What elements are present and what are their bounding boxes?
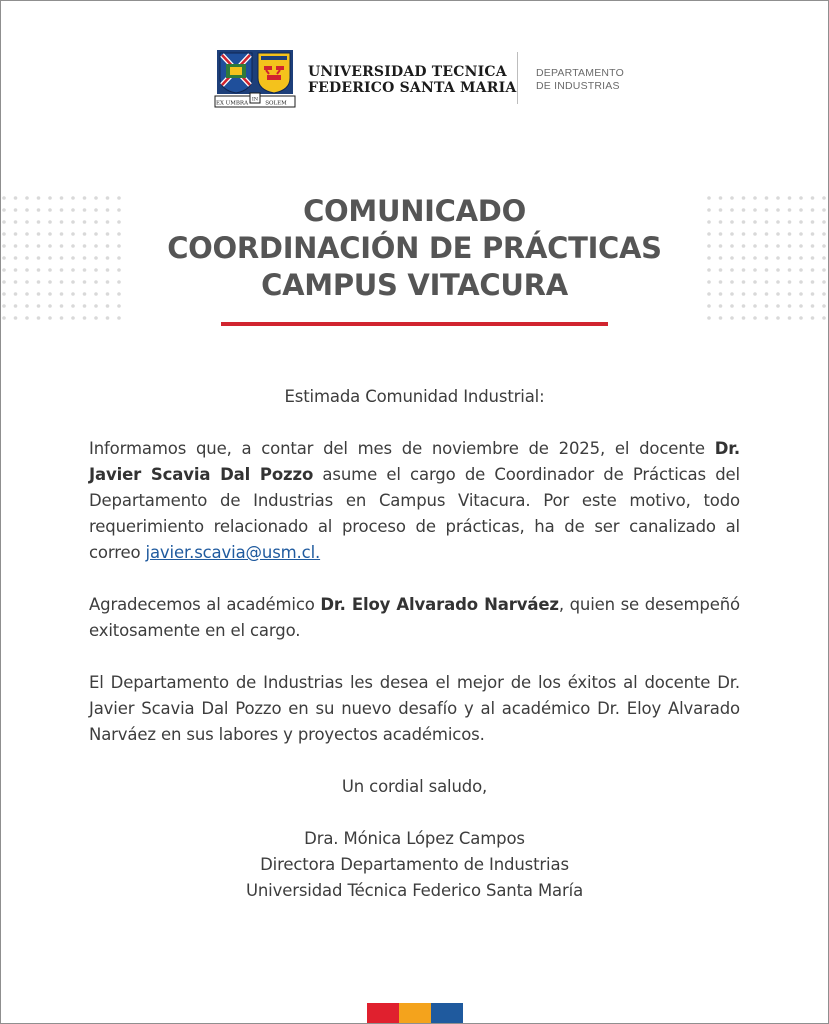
signature-role: Directora Departamento de Industrias	[260, 855, 569, 874]
decorative-dot	[14, 304, 18, 308]
signature-block	[89, 826, 740, 904]
decorative-dot	[2, 316, 6, 320]
paragraph-thanks-intro: Agradecemos al académico	[89, 595, 321, 614]
university-name-line1: UNIVERSIDAD TECNICA	[308, 64, 507, 80]
decorative-dot	[707, 316, 711, 320]
decorative-dot	[37, 316, 41, 320]
university-name-line2: FEDERICO SANTA MARIA	[308, 80, 517, 96]
decorative-dot	[117, 304, 121, 308]
decorative-dot	[765, 304, 769, 308]
decorative-dot	[94, 304, 98, 308]
decorative-dot	[799, 304, 803, 308]
paragraph-wishes: El Departamento de Industrias les desea el mejor de los éxitos al docente Dr. Javier Scavia Dal Pozzo en su nuevo desafío y al académico Dr. Eloy Alvarado Narváez en sus labores y proyectos académicos.	[89, 673, 740, 744]
decorative-dot	[117, 316, 121, 320]
paragraph-appointment-detail: asume el cargo de Coordinador de Prácticas del Departamento de Industrias en Campus Vitacura. Por este motivo, todo requerimiento relacionado al proceso de prácticas, ha de ser canalizado al correo	[89, 465, 740, 562]
closing-salutation: Un cordial saludo,	[341, 777, 488, 796]
decorative-dot	[719, 304, 723, 308]
paragraph-thanks	[89, 592, 740, 644]
footer-color-red	[367, 1003, 399, 1023]
decorative-dot	[742, 304, 746, 308]
decorative-dot	[822, 316, 826, 320]
paragraph-thanks-detail: , quien se desempeñó exitosamente en el cargo.	[89, 595, 740, 640]
decorative-dot	[2, 304, 6, 308]
motto-left: EX UMBRA	[215, 100, 249, 107]
decorative-dot	[60, 304, 64, 308]
decorative-dot	[730, 304, 734, 308]
paragraph-appointment-intro: Informamos que, a contar del mes de noviembre de 2025, el docente	[89, 439, 715, 458]
title-line2: COORDINACIÓN DE PRÁCTICAS	[167, 231, 662, 265]
decorative-dot	[730, 316, 734, 320]
decorative-dot	[742, 316, 746, 320]
decorative-dot	[811, 304, 815, 308]
title-underline	[221, 322, 608, 326]
decorative-dot	[14, 316, 18, 320]
department-name-line1: DEPARTAMENTO	[536, 67, 624, 79]
decorative-dot	[811, 316, 815, 320]
decorative-dot	[106, 304, 110, 308]
motto-mid: IN	[251, 96, 259, 103]
decorative-dot	[707, 304, 711, 308]
footer-color-blue	[431, 1003, 463, 1023]
decorative-dot	[48, 304, 52, 308]
decorative-dot	[753, 316, 757, 320]
announcement-body	[89, 384, 740, 904]
decorative-dot	[83, 316, 87, 320]
decorative-dot	[753, 304, 757, 308]
department-name	[536, 67, 624, 93]
decorative-dot	[776, 316, 780, 320]
new-coordinator-name: Dr. Javier Scavia Dal Pozzo	[89, 439, 740, 484]
title-line3: CAMPUS VITACURA	[261, 268, 568, 302]
decorative-dot	[25, 316, 29, 320]
decorative-dot	[71, 304, 75, 308]
former-coordinator-name: Dr. Eloy Alvarado Narváez	[320, 595, 559, 614]
decorative-dot	[25, 304, 29, 308]
signature-name: Dra. Mónica López Campos	[304, 829, 525, 848]
decorative-dot	[788, 304, 792, 308]
decorative-dot	[799, 316, 803, 320]
university-name	[308, 64, 516, 96]
decorative-dot	[83, 304, 87, 308]
institution-header	[214, 48, 634, 110]
decorative-dot	[719, 316, 723, 320]
decorative-dot	[822, 304, 826, 308]
decorative-dot	[48, 316, 52, 320]
paragraph-appointment	[89, 436, 740, 566]
header-divider	[517, 52, 518, 104]
footer-color-yellow	[399, 1003, 431, 1023]
decorative-dot	[106, 316, 110, 320]
announcement-title	[0, 193, 829, 304]
signature-institution: Universidad Técnica Federico Santa María	[245, 881, 584, 900]
decorative-dot	[776, 304, 780, 308]
decorative-dot	[37, 304, 41, 308]
decorative-dot	[94, 316, 98, 320]
decorative-dot	[71, 316, 75, 320]
decorative-dot	[60, 316, 64, 320]
usm-crest-icon	[214, 48, 296, 110]
motto-right: SOLEM	[265, 100, 287, 107]
title-line1: COMUNICADO	[303, 194, 526, 228]
department-name-line2: DE INDUSTRIAS	[536, 80, 620, 92]
decorative-dot	[765, 316, 769, 320]
greeting: Estimada Comunidad Industrial:	[284, 387, 545, 406]
decorative-dot	[788, 316, 792, 320]
coordinator-email-link[interactable]: javier.scavia@usm.cl.	[145, 543, 321, 562]
footer-color-bar	[367, 1003, 463, 1023]
